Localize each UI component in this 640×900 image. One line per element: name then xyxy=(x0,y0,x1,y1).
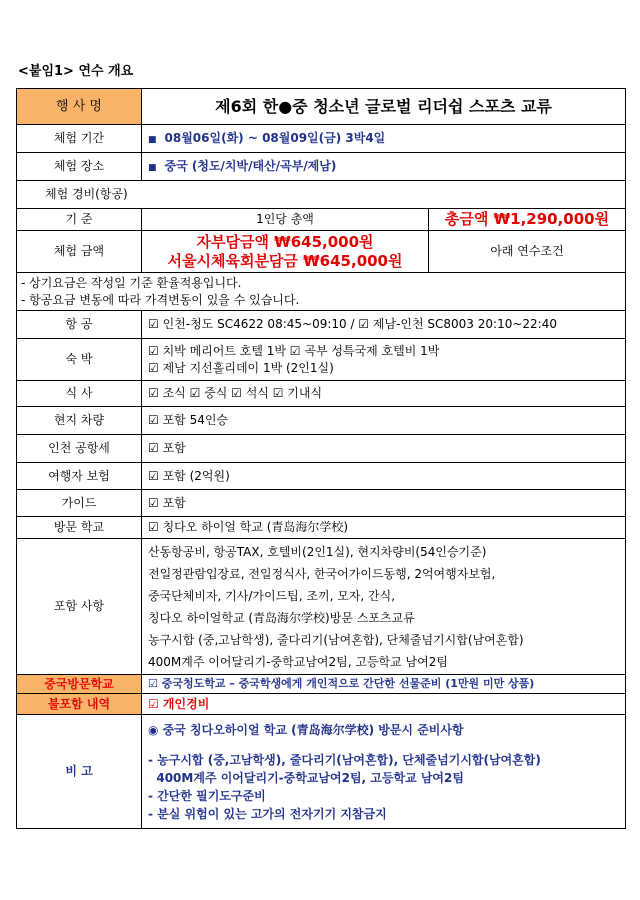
note-exchange-rate: - 상기요금은 작성일 기준 환율적용입니다. xyxy=(21,276,242,291)
row-period xyxy=(17,125,626,153)
row-meal xyxy=(17,381,626,407)
row-insurance xyxy=(17,463,626,490)
remarks-line: - 분실 위험이 있는 고가의 전자기기 지참금지 xyxy=(148,806,387,821)
row-cost-header xyxy=(17,181,626,209)
included-line: 칭다오 하이얼학교 (青岛海尔学校)방문 스포츠교류 xyxy=(148,610,415,625)
criteria-value: 1인당 총액 xyxy=(142,209,429,231)
row-excluded xyxy=(17,694,626,715)
meal-label: 식 사 xyxy=(17,381,142,407)
remarks-line: - 간단한 필기도구준비 xyxy=(148,788,266,803)
row-criteria xyxy=(17,209,626,231)
excluded-value: ☑ 개인경비 xyxy=(142,694,626,715)
included-line: 400M계주 이어달리기-중학교남여2팀, 고등학교 남여2팀 xyxy=(148,654,448,669)
row-amount xyxy=(17,231,626,273)
row-flight xyxy=(17,311,626,339)
period-label: 체험 기간 xyxy=(17,125,142,153)
self-pay-amount: 자부담금액 ₩645,000원 xyxy=(196,232,374,251)
flight-value: ☑ 인천-청도 SC4622 08:45~09:10 / ☑ 제남-인천 SC8003 20:10~22:40 xyxy=(142,311,626,339)
remarks-line: - 농구시합 (중,고남학생), 줄다리기(남여혼합), 단체줄넘기시합(남여혼합) xyxy=(148,752,541,767)
period-value: 08월06일(화) ~ 08월09일(금) 3박4일 xyxy=(164,131,386,146)
airport-tax-label: 인천 공항세 xyxy=(17,435,142,463)
event-label: 행 사 명 xyxy=(17,89,142,125)
row-notes xyxy=(17,273,626,311)
china-school-value: ☑ 중국청도학교 – 중국학생에게 개인적으로 간단한 선물준비 (1만원 미만 상품) xyxy=(142,675,626,694)
china-school-label: 중국방문학교 xyxy=(17,675,142,694)
row-vehicle xyxy=(17,407,626,435)
remarks-line: 400M계주 이어달리기-중학교남여2팀, 고등학교 남여2팀 xyxy=(148,770,464,785)
training-overview-table xyxy=(16,88,626,829)
guide-value: ☑ 포함 xyxy=(142,490,626,517)
included-line: 중국단체비자, 기사/가이드팁, 조끼, 모자, 간식, xyxy=(148,588,396,603)
row-school xyxy=(17,517,626,539)
included-line: 전일정관람입장료, 전일정식사, 한국어가이드동행, 2억여행자보험, xyxy=(148,566,496,581)
lodging-label: 숙 박 xyxy=(17,339,142,381)
included-line: 산동항공비, 항공TAX, 호텔비(2인1실), 현지차량비(54인승기준) xyxy=(148,544,487,559)
included-line: 농구시합 (중,고남학생), 줄다리기(남여혼합), 단체줄넘기시합(남여혼합) xyxy=(148,632,524,647)
seoul-pay-amount: 서울시체육회분담금 ₩645,000원 xyxy=(167,251,403,270)
insurance-value: ☑ 포함 (2억원) xyxy=(142,463,626,490)
total-amount: 총금액 ₩1,290,000원 xyxy=(429,209,626,231)
excluded-label: 불포함 내역 xyxy=(17,694,142,715)
square-bullet-icon: ■ xyxy=(148,135,157,146)
school-label: 방문 학교 xyxy=(17,517,142,539)
event-value: 제6회 한●중 청소년 글로벌 리더쉽 스포츠 교류 xyxy=(142,89,626,125)
cost-label: 체험 경비(항공) xyxy=(17,181,626,209)
row-included xyxy=(17,539,626,675)
row-lodging xyxy=(17,339,626,381)
remarks-line xyxy=(148,739,619,751)
row-event xyxy=(17,89,626,125)
remarks-label: 비 고 xyxy=(17,715,142,829)
place-value: 중국 (청도/치박/태산/곡부/제남) xyxy=(164,159,337,174)
lodging-line-2: ☑ 제남 지선홀리데이 1박 (2인1실) xyxy=(148,360,334,375)
lodging-line-1: ☑ 치박 메리어트 호텔 1박 ☑ 곡부 성특국제 호텔비 1박 xyxy=(148,344,440,359)
meal-value: ☑ 조식 ☑ 중식 ☑ 석식 ☑ 기내식 xyxy=(142,381,626,407)
criteria-label: 기 준 xyxy=(17,209,142,231)
row-guide xyxy=(17,490,626,517)
row-china-school xyxy=(17,675,626,694)
note-airfare-change: - 항공요금 변동에 따라 가격변동이 있을 수 있습니다. xyxy=(21,292,300,307)
row-place xyxy=(17,153,626,181)
included-label: 포함 사항 xyxy=(17,539,142,675)
remarks-line: ◉ 중국 칭다오하이얼 학교 (青岛海尔学校) 방문시 준비사항 xyxy=(148,722,464,737)
below-conditions: 아래 연수조건 xyxy=(429,231,626,273)
guide-label: 가이드 xyxy=(17,490,142,517)
insurance-label: 여행자 보험 xyxy=(17,463,142,490)
square-bullet-icon: ■ xyxy=(148,163,157,174)
document-heading: <붙임1> 연수 개요 xyxy=(18,64,134,79)
flight-label: 항 공 xyxy=(17,311,142,339)
school-value: ☑ 칭다오 하이얼 학교 (青岛海尔学校) xyxy=(142,517,626,539)
amount-label: 체험 금액 xyxy=(17,231,142,273)
vehicle-value: ☑ 포함 54인승 xyxy=(142,407,626,435)
row-remarks xyxy=(17,715,626,829)
place-label: 체험 장소 xyxy=(17,153,142,181)
airport-tax-value: ☑ 포함 xyxy=(142,435,626,463)
vehicle-label: 현지 차량 xyxy=(17,407,142,435)
row-airport-tax xyxy=(17,435,626,463)
